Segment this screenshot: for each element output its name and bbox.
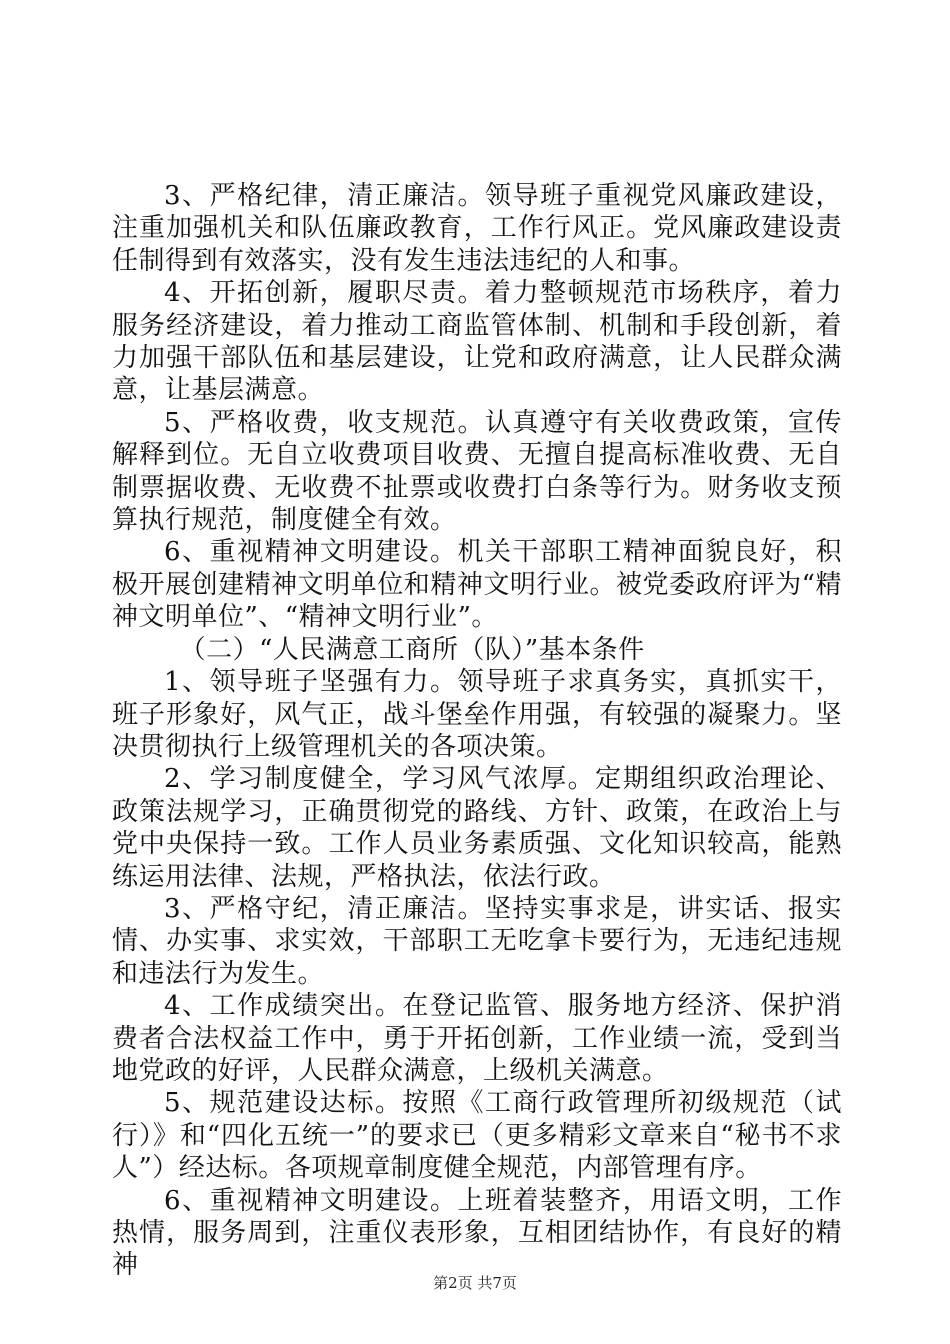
paragraph-standards: 5、规范建设达标。按照《工商行政管理所初级规范（试行）》和“四化五统一”的要求已（更多精彩文章来自“秘书不求人”）经达标。各项规章制度健全规范，内部管理有序。: [112, 1088, 842, 1184]
paragraph-innovation: 4、开拓创新，履职尽责。着力整顿规范市场秩序，着力服务经济建设，着力推动工商监管体制、机制和手段创新，着力加强干部队伍和基层建设，让党和政府满意，让人民群众满意，让基层满意。: [112, 278, 842, 406]
page-number: 第2页 共7页: [433, 1274, 517, 1292]
paragraph-leadership: 1、领导班子坚强有力。领导班子求真务实，真抓实干，班子形象好，风气正，战斗堡垒作用强，有较强的凝聚力。坚决贯彻执行上级管理机关的各项决策。: [112, 667, 842, 762]
section-heading: （二）“人民满意工商所（队）”基本条件: [179, 634, 645, 665]
paragraph-study: 2、学习制度健全，学习风气浓厚。定期组织政治理论、政策法规学习，正确贯彻党的路线、方针、政策，在政治上与党中央保持一致。工作人员业务素质强、文化知识较高，能熟练运用法律、法规，严格执法，依法行政。: [112, 764, 842, 892]
paragraph-spirit: 6、重视精神文明建设。上班着装整齐，用语文明，工作热情，服务周到，注重仪表形象，互相团结协作，有良好的精神: [112, 1185, 842, 1281]
paragraph-discipline: 3、严格纪律，清正廉洁。领导班子重视党风廉政建设，注重加强机关和队伍廉政教育，工作行风正。党风廉政建设责任制得到有效落实，没有发生违法违纪的人和事。: [112, 181, 842, 276]
paragraph-achievement: 4、工作成绩突出。在登记监管、服务地方经济、保护消费者合法权益工作中，勇于开拓创新，工作业绩一流，受到当地党政的好评，人民群众满意，上级机关满意。: [112, 991, 842, 1086]
paragraph-civilization: 6、重视精神文明建设。机关干部职工精神面貌良好，积极开展创建精神文明单位和精神文明行业。被党委政府评为“精神文明单位”、“精神文明行业”。: [112, 537, 842, 633]
document-body: [112, 180, 842, 1282]
paragraph-integrity: 3、严格守纪，清正廉洁。坚持实事求是，讲实话、报实情、办实事、求实效，干部职工无吃拿卡要行为，无违纪违规和违法行为发生。: [112, 893, 842, 989]
paragraph-fees: 5、严格收费，收支规范。认真遵守有关收费政策，宣传解释到位。无自立收费项目收费、无擅自提高标准收费、无自制票据收费、无收费不扯票或收费打白条等行为。财务收支预算执行规范，制度健全有效。: [112, 407, 842, 536]
